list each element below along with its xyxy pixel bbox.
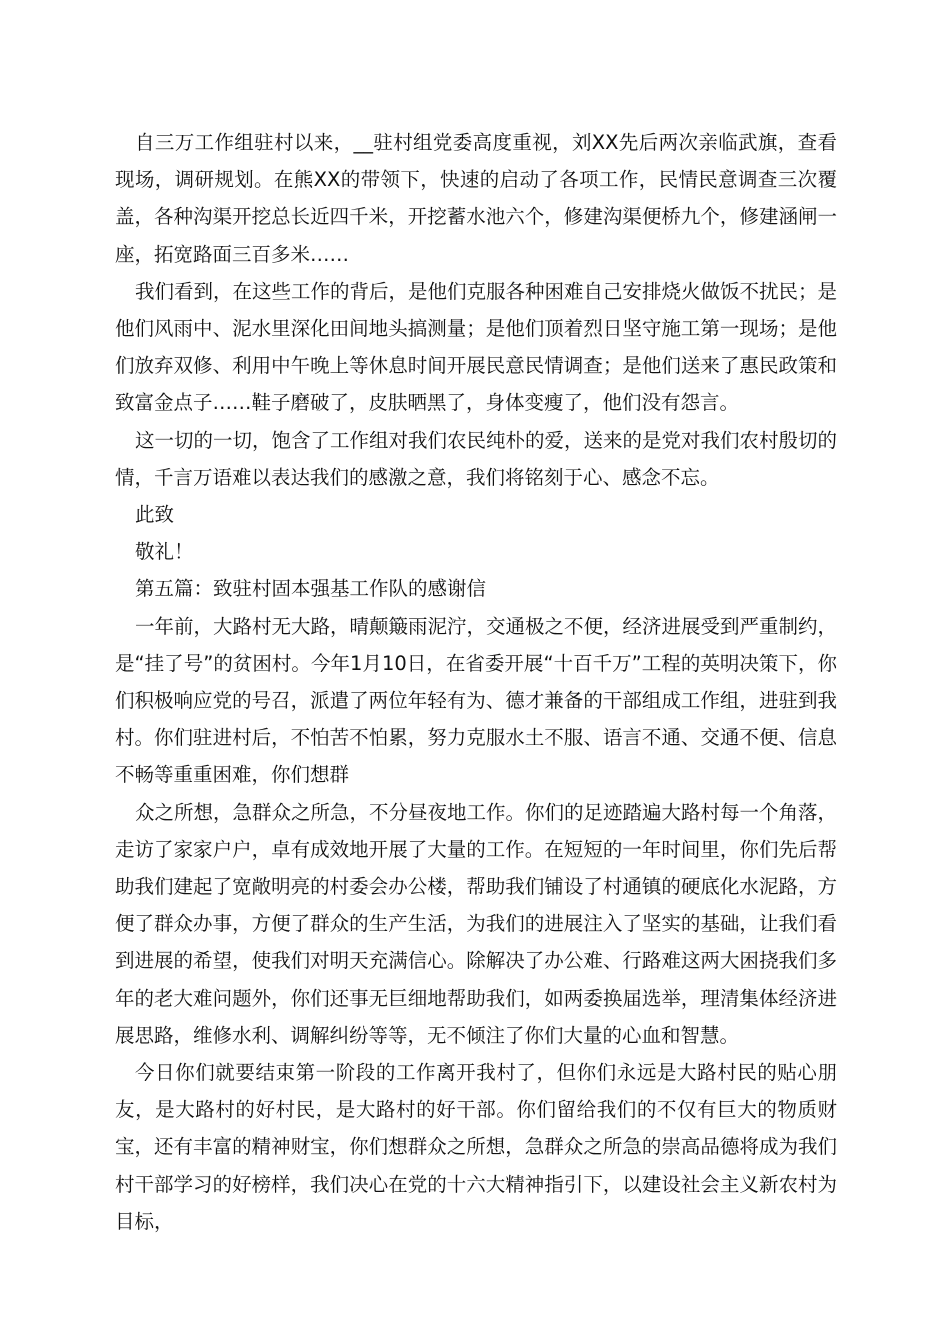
letter-closing: 此致 <box>135 503 175 527</box>
section-paragraph-farewell: 今日你们就要结束第一阶段的工作离开我村了，但你们永远是大路村民的贴心朋友，是大路村的好村民，是大路村的好干部。你们留给我们的不仅有巨大的物质财宝，还有丰富的精神财宝，你们想群众之所想，急群众之所急的崇高品德将成为我们村干部学习的好榜样，我们决心在党的十六大精神指引下，以建设社会主义新农村为目标， <box>115 1061 837 1233</box>
paragraph-hardships: 我们看到，在这些工作的背后，是他们克服各种困难自己安排烧火做饭不扰民；是他们风雨中、泥水里深化田间地头搞测量；是他们顶着烈日坚守施工第一现场；是他们放弃双修、利用中午晚上等休息时间开展民意民情调查；是他们送来了惠民政策和致富金点子……鞋子磨破了，皮肤晒黑了，身体变瘦了，他们没有怨言。 <box>115 279 838 415</box>
document-page <box>115 124 837 1240</box>
section-paragraph-achievements: 众之所想，急群众之所急，不分昼夜地工作。你们的足迹踏遍大路村每一个角落，走访了家家户户，卓有成效地开展了大量的工作。在短短的一年时间里，你们先后帮助我们建起了宽敞明亮的村委会办公楼，帮助我们铺设了村通镇的硬底化水泥路，方便了群众办事，方便了群众的生产生活，为我们的进展注入了坚实的基础，让我们看到进展的希望，使我们对明天充满信心。除解决了办公难、行路难这两大困挠我们多年的老大难问题外，你们还事无巨细地帮助我们，如两委换届选举，理清集体经济进展思路，维修水利、调解纠纷等等，无不倾注了你们大量的心血和智慧。 <box>115 800 838 1047</box>
paragraph-gratitude: 这一切的一切，饱含了工作组对我们农民纯朴的爱，送来的是党对我们农村殷切的情，千言万语难以表达我们的感激之意，我们将铭刻于心、感念不忘。 <box>115 428 838 489</box>
section-paragraph-intro: 一年前，大路村无大路，晴颠簸雨泥泞，交通极之不便，经济进展受到严重制约，是“挂了号”的贫困村。今年1月10日，在省委开展“十百千万”工程的英明决策下，你们积极响应党的号召，派遣了两位年轻有为、德才兼备的干部组成工作组，进驻到我村。你们驻进村后，不怕苦不怕累，努力克服水土不服、语言不通、交通不便、信息不畅等重重困难，你们想群 <box>115 614 838 787</box>
paragraph-work-summary: 自三万工作组驻村以来，__驻村组党委高度重视，刘XX先后两次亲临武旗，查看现场，调研规划。在熊XX的带领下，快速的启动了各项工作，民情民意调查三次覆盖，各种沟渠开挖总长近四千米，开挖蓄水池六个，修建沟渠便桥九个，修建涵闸一座，拓宽路面三百多米…… <box>115 131 837 266</box>
letter-salute: 敬礼！ <box>135 540 194 564</box>
section-title: 第五篇：致驻村固本强基工作队的感谢信 <box>135 577 487 601</box>
